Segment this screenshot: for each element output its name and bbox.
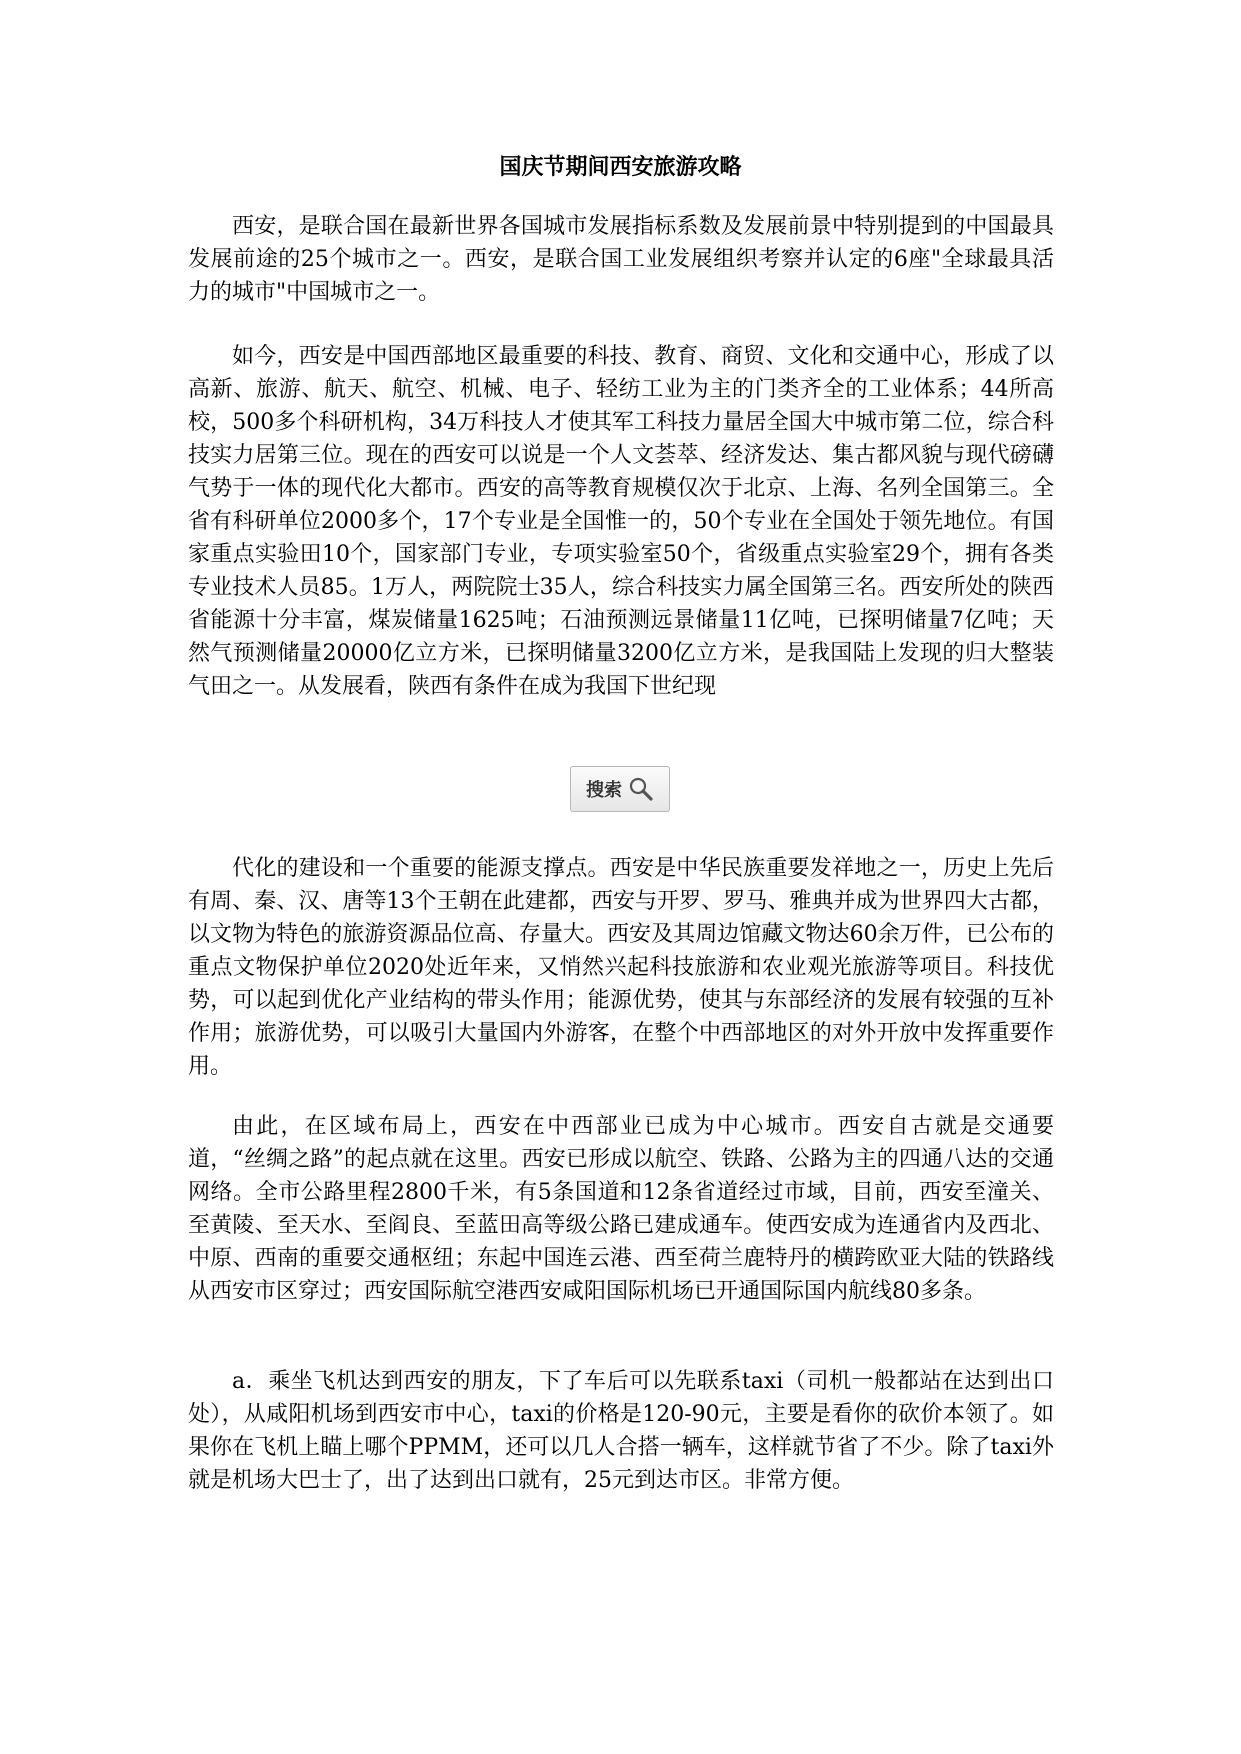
paragraph-text: 由此，在区域布局上，西安在中西部业已成为中心城市。西安自古就是交通要道，“丝绸之路”的起点就在这里。西安已形成以航空、铁路、公路为主的四通八达的交通网络。全市公路里程2800千米，有5条国道和12条省道经过市域，目前，西安至潼关、至黄陵、至天水、至阎良、至蓝田高等级公路已建成通车。使西安成为连通省内及西北、中原、西南的重要交通枢纽；东起中国连云港、西至荷兰鹿特丹的横跨欧亚大陆的铁路线从西安市区穿过；西安国际航空港西安咸阳国际机场已开通国际国内航线80多条。 [188,1114,1054,1304]
paragraph-2 [188,340,1054,703]
paragraph-text: 代化的建设和一个重要的能源支撑点。西安是中华民族重要发祥地之一，历史上先后有周、秦、汉、唐等13个王朝在此建都，西安与开罗、罗马、雅典并成为世界四大古都，以文物为特色的旅游资源品位高、存量大。西安及其周边馆藏文物达60余万件，已公布的重点文物保护单位2020处近年来，又悄然兴起科技旅游和农业观光旅游等项目。科技优势，可以起到优化产业结构的带头作用；能源优势，使其与东部经济的发展有较强的互补作用；旅游优势，可以吸引大量国内外游客，在整个中西部地区的对外开放中发挥重要作用。 [188,856,1054,1079]
paragraph-4 [188,1110,1054,1308]
paragraph-1 [188,210,1054,309]
document-title: 国庆节期间西安旅游攻略 [499,154,742,180]
paragraph-text: a．乘坐飞机达到西安的朋友，下了车后可以先联系taxi（司机一般都站在达到出口处），从咸阳机场到西安市中心，taxi的价格是120-90元，主要是看你的砍价本领了。如果你在飞机上瞄上哪个PPMM，还可以几人合搭一辆车，这样就节省了不少。除了taxi外就是机场大巴士了，出了达到出口就有，25元到达市区。非常方便。 [188,1369,1054,1493]
paragraph-text: 如今，西安是中国西部地区最重要的科技、教育、商贸、文化和交通中心，形成了以高新、旅游、航天、航空、机械、电子、轻纺工业为主的门类齐全的工业体系；44所高校，500多个科研机构，34万科技人才使其军工科技力量居全国大中城市第二位，综合科技实力居第三位。现在的西安可以说是一个人文荟萃、经济发达、集古都风貌与现代磅礴气势于一体的现代化大都市。西安的高等教育规模仅次于北京、上海、名列全国第三。全省有科研单位2000多个，17个专业是全国惟一的，50个专业在全国处于领先地位。有国家重点实验田10个，国家部门专业，专项实验室50个，省级重点实验室29个，拥有各类专业技术人员85。1万人，两院院士35人，综合科技实力属全国第三名。西安所处的陕西省能源十分丰富，煤炭储量1625吨；石油预测远景储量11亿吨，已探明储量7亿吨；天然气预测储量20000亿立方米，已探明储量3200亿立方米，是我国陆上发现的归大整装气田之一。从发展看，陕西有条件在成为我国下世纪现 [188,344,1054,699]
paragraph-text: 西安，是联合国在最新世界各国城市发展指标系数及发展前景中特别提到的中国最具发展前途的25个城市之一。西安，是联合国工业发展组织考察并认定的6座"全球最具活力的城市"中国城市之一。 [188,214,1054,305]
search-button-label: 搜索 [586,780,622,801]
paragraph-5 [188,1365,1054,1497]
paragraph-3 [188,852,1054,1083]
search-icon [628,776,654,802]
search-button[interactable] [570,766,670,812]
